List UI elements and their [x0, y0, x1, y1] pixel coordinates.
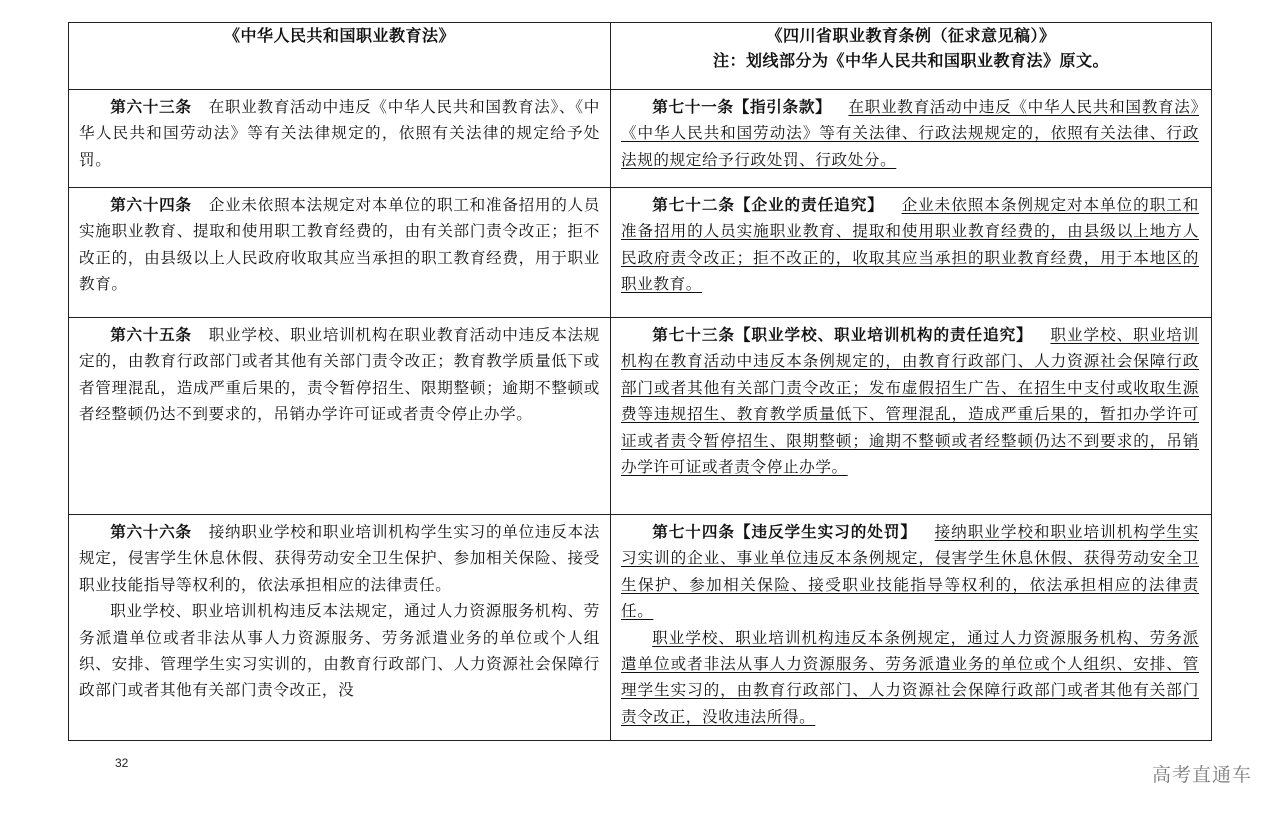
- right-column-header: [611, 23, 1212, 90]
- article-paragraph: [621, 519, 1199, 625]
- provincial-regulation-cell: [611, 515, 1212, 741]
- article-paragraph: [621, 192, 1199, 298]
- article-text: 在职业教育活动中违反《中华人民共和国教育法》、《中华人民共和国劳动法》等有关法律规定的，依照有关法律的规定给予处罚。: [79, 98, 601, 169]
- article-number: 第七十三条: [652, 326, 735, 344]
- article-number: 第六十三条: [110, 98, 192, 116]
- article-paragraph: [79, 322, 600, 428]
- article-text: 接纳职业学校和职业培训机构学生实习的单位违反本法规定，侵害学生休息休假、获得劳动安全卫生保护、参加相关保险、接受职业技能指导等权利的，依法承担相应的法律责任。: [79, 523, 600, 594]
- article-paragraph: [621, 94, 1199, 173]
- article-paragraph: [79, 519, 600, 598]
- article-number: 第七十二条: [652, 196, 735, 214]
- article-number: 第六十五条: [110, 326, 192, 344]
- header-row: [69, 23, 1212, 90]
- provincial-regulation-cell: [611, 90, 1212, 188]
- page-number: 32: [115, 756, 129, 770]
- left-column-header: [69, 23, 611, 90]
- national-law-cell: [69, 90, 611, 188]
- provincial-regulation-cell: [611, 188, 1212, 318]
- article-text: 职业学校、职业培训机构在教育活动中违反本条例规定的，由教育行政部门、人力资源社会保障行政部门或者其他有关部门责令改正；发布虚假招生广告、在招生中支付或收取生源费等违规招生、教育教学质量低下、管理混乱，造成严重后果的，暂扣办学许可证或者责令暂停招生、限期整顿；逾期不整顿或者经整顿仍达不到要求的，吊销办学许可证或者责令停止办学。: [621, 326, 1199, 477]
- article-paragraph: [79, 192, 600, 298]
- article-text: 企业未依照本条例规定对本单位的职工和准备招用的人员实施职业教育、提取和使用职业教育经费的，由县级以上地方人民政府责令改正；拒不改正的，收取其应当承担的职业教育经费，用于本地区的职业教育。: [621, 196, 1200, 294]
- article-text: 企业未依照本法规定对本单位的职工和准备招用的人员实施职业教育、提取和使用职工教育经费的，由有关部门责令改正；拒不改正的，由县级以上人民政府收取其应当承担的职工教育经费，用于职业教育。: [79, 196, 600, 294]
- article-tag: 【企业的责任追究】: [734, 196, 884, 214]
- national-law-cell: [69, 318, 611, 515]
- table-row: [69, 90, 1212, 188]
- comparison-sheet: [68, 22, 1211, 741]
- table-row: [69, 515, 1212, 741]
- table-row: [69, 188, 1212, 318]
- article-paragraph: [79, 94, 600, 173]
- article-number: 第六十六条: [110, 523, 192, 541]
- watermark-text: 高考直通车: [1151, 764, 1252, 786]
- right-column-note: 注：划线部分为《中华人民共和国职业教育法》原文。: [712, 51, 1109, 70]
- article-number: 第七十四条: [652, 523, 735, 541]
- article-text: 职业学校、职业培训机构违反本条例规定，通过人力资源服务机构、劳务派遣单位或者非法从事人力资源服务、劳务派遣业务的单位或个人组织、安排、管理学生实习的，由教育行政部门、人力资源社会保障行政部门或者其他有关部门责令改正，没收违法所得。: [621, 628, 1199, 726]
- article-tag: 【职业学校、职业培训机构的责任追究】: [734, 326, 1033, 344]
- article-number: 第六十四条: [110, 196, 192, 214]
- article-number: 第七十一条: [652, 98, 734, 116]
- national-law-cell: [69, 515, 611, 741]
- comparison-table: [68, 22, 1212, 741]
- article-text: 职业学校、职业培训机构违反本法规定，通过人力资源服务机构、劳务派遣单位或者非法从事人力资源服务、劳务派遣业务的单位或个人组织、安排、管理学生实习实训的，由教育行政部门、人力资源社会保障行政部门或者其他有关部门责令改正，没: [79, 602, 600, 700]
- table-row: [69, 318, 1212, 515]
- article-tag: 【违反学生实习的处罚】: [734, 523, 917, 541]
- article-paragraph: [621, 322, 1199, 480]
- article-text: 职业学校、职业培训机构在职业教育活动中违反本法规定的，由教育行政部门或者其他有关部门责令改正；教育教学质量低下或者管理混乱，造成严重后果的，责令暂停招生、限期整顿；逾期不整顿或者经整顿仍达不到要求的，吊销办学许可证或者责令停止办学。: [79, 326, 600, 424]
- article-tag: 【指引条款】: [733, 98, 832, 116]
- article-text: 接纳职业学校和职业培训机构学生实习实训的企业、事业单位违反本条例规定，侵害学生休息休假、获得劳动安全卫生保护、参加相关保险、接受职业技能指导等权利的，依法承担相应的法律责任。: [621, 523, 1199, 621]
- article-paragraph: [79, 598, 600, 704]
- article-paragraph: [621, 625, 1199, 731]
- national-law-cell: [69, 188, 611, 318]
- left-column-title: 《中华人民共和国职业教育法》: [223, 26, 455, 45]
- right-column-title: 《四川省职业教育条例（征求意见稿）》: [766, 26, 1056, 45]
- provincial-regulation-cell: [611, 318, 1212, 515]
- article-text: 在职业教育活动中违反《中华人民共和国教育法》《中华人民共和国劳动法》等有关法律、行政法规规定的，依照有关法律、行政法规的规定给予行政处罚、行政处分。: [621, 98, 1199, 169]
